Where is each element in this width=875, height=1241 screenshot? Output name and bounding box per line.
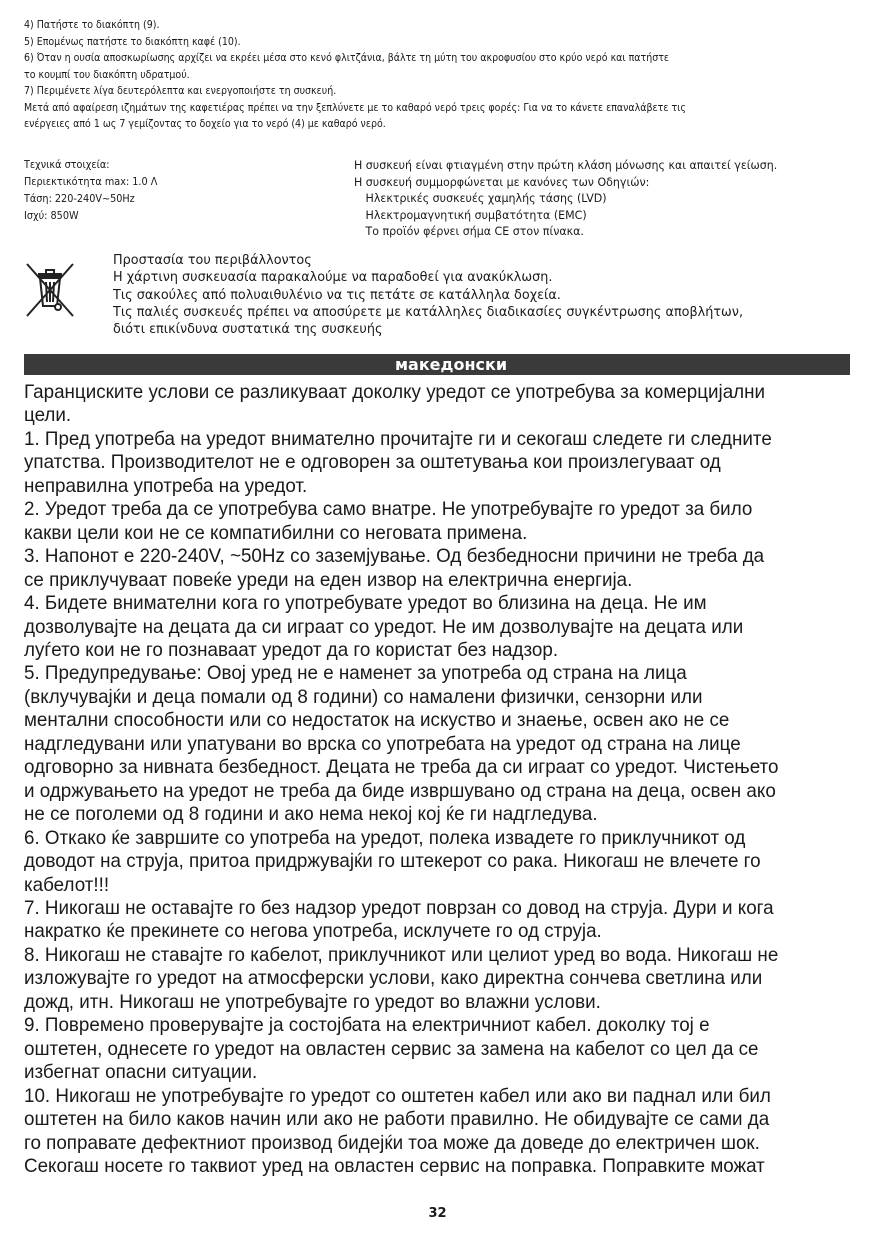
compliance-line: Ηλεκτρομαγνητική συμβατότητα (EMC) — [365, 207, 587, 222]
instruction-line: 6. Откако ќе завршите со употреба на уредот, полека извадете го приклучникот од — [24, 826, 746, 849]
instruction-line: дожд, итн. Никогаш не употребувајте го уредот во влажни услови. — [24, 990, 601, 1013]
instruction-line: Секогаш носете го таквиот уред на овластен сервис на поправка. Поправките можат — [24, 1154, 765, 1177]
instruction-line: избегнат опасни ситуации. — [24, 1061, 258, 1084]
environment-line: Τις σακούλες από πολυαιθυλένιο να τις πετάτε σε κατάλληλα δοχεία. — [113, 287, 561, 303]
instruction-line: Гаранциските услови се разликуваат доколку уредот се употребува за комерцијални — [24, 381, 766, 403]
instruction-line: не се поголеми од 8 години и ако нема некој кој ќе ги надгледува. — [24, 803, 598, 826]
instruction-line: се приклучуваат повеќе уреди на еден извор на електрична енергија. — [24, 568, 633, 591]
environment-line: διότι επικίνδυνα συστατικά της συσκευής — [113, 322, 383, 338]
greek-step-line: 4) Πατήστε το διακόπτη (9). — [24, 18, 160, 31]
instruction-line: луѓето кои не го познаваат уредот да го користат без надзор. — [24, 638, 559, 661]
specs-voltage: Τάση: 220-240V~50Hz — [24, 192, 135, 205]
greek-descaling-steps — [24, 17, 851, 133]
specs-title: Τεχνικά στοιχεία: — [24, 158, 110, 171]
environment-line: Τις παλιές συσκευές πρέπει να αποσύρετε με κατάλληλες διαδικασίες συγκέντρωσης αποβλήτων, — [113, 304, 744, 320]
instruction-line: дозволувајте на децата да си играат со уредот. Не им дозволувајте на децата или — [24, 615, 744, 638]
instruction-line: 3. Напонот е 220-240V, ~50Hz со заземјување. Од безбедносни причини не треба да — [24, 545, 765, 568]
instruction-line: 9. Повремено проверувајте ја состојбата на електричниот кабел. доколку тој е — [24, 1014, 710, 1037]
instruction-line: надгледувани или упатувани во врска со употребата на уредот од страна на лице — [24, 732, 741, 755]
greek-step-line: το κουμπί του διακόπτη υδρατμού. — [24, 67, 190, 81]
instruction-line: одговорно за нивната безбедност. Децата не треба да си играат со уредот. Чистењето — [24, 756, 779, 779]
instruction-line: 8. Никогаш не ставајте го кабелот, приклучникот или целиот уред во вода. Никогаш не — [24, 943, 779, 966]
greek-step-line: 7) Περιμένετε λίγα δευτερόλεπτα και ενεργοποιήστε τη συσκευή. — [24, 84, 337, 97]
instruction-line: какви цели кои не се компатибилни со неговата примена. — [24, 521, 528, 544]
instruction-line: го поправате дефектниот производ бидејќи тоа може да доведе до електричен шок. — [24, 1131, 760, 1154]
instruction-line: оштетен на било каков начин или ако не работи правилно. Не обидувајте се сами да — [24, 1108, 770, 1131]
greek-step-line: Μετά από αφαίρεση ιζημάτων της καφετιέρας πρέπει να την ξεπλύνετε με το καθαρό νερό τρεις φορές: Για να το κάνετε επαναλάβετε τις — [24, 100, 686, 114]
instruction-line: неправилна употреба на уредот. — [24, 474, 308, 497]
instruction-line: ментални способности или со недостаток на искуство и знаење, освен ако не се — [24, 709, 730, 732]
instruction-line: и одржувањето на уредот не треба да биде извршувано од страна на деца, освен ако — [24, 779, 776, 802]
instruction-line: 10. Никогаш не употребувајте го уредот со оштетен кабел или ако ви паднал или бил — [24, 1084, 771, 1107]
instruction-line: накратко ќе прекинете со негова употреба, исклучете го од струја. — [24, 920, 602, 943]
language-section-header — [24, 354, 850, 375]
greek-step-line: 5) Επομένως πατήστε το διακόπτη καφέ (10). — [24, 34, 241, 48]
page-number: 32 — [428, 1206, 447, 1221]
greek-step-line: 6) Όταν η ουσία αποσκωρίωσης αρχίζει να εκρέει μέσα στο κενό φλιτζάνια, βάλτε τη μύτη του ακροφυσίου στο κρύο νερό και πατήστε — [24, 51, 670, 64]
instruction-line: цели. — [24, 404, 72, 427]
environment-line: Η χάρτινη συσκευασία παρακαλούμε να παραδοθεί για ανακύκλωση. — [113, 270, 553, 286]
technical-specs — [24, 156, 288, 224]
specs-power: Ισχύ: 850W — [24, 209, 79, 222]
instruction-line: упатства. Производителот не е одговорен за оштетувања кои произлегуваат од — [24, 451, 721, 474]
compliance-line: Η συσκευή είναι φτιαγμένη στην πρώτη κλάση μόνωσης και απαιτεί γείωση. — [354, 158, 778, 172]
compliance-line: Ηλεκτρικές συσκευές χαμηλής τάσης (LVD) — [365, 191, 607, 205]
instruction-line: 1. Пред употреба на уредот внимателно прочитајте ги и секогаш следете ги следните — [24, 427, 772, 450]
instruction-line: доводот на струја, притоа придржувајќи го штекерот со рака. Никогаш не влечете го — [24, 850, 761, 873]
compliance-line: Το προϊόν φέρνει σήμα CE στον πίνακα. — [365, 224, 584, 238]
instruction-line: 4. Бидете внимателни кога го употребувате уредот во близина на деца. Не им — [24, 592, 707, 615]
instruction-line: 7. Никогаш не оставајте го без надзор уредот поврзан со довод на струја. Дури и кога — [24, 896, 774, 919]
greek-step-line: ενέργειες από 1 ως 7 γεμίζοντας το δοχείο για το νερό (4) με καθαρό νερό. — [24, 117, 386, 130]
environment-line: Προστασία του περιβάλλοντος — [113, 253, 312, 268]
instruction-line: оштетен, однесете го уредот на овластен сервис за замена на кабелот со цел да се — [24, 1037, 759, 1060]
instruction-line: изложувајте го уредот на атмосферски услови, како директна сончева светлина или — [24, 967, 763, 990]
compliance-line: Η συσκευή συμμορφώνεται με κανόνες των Οδηγιών: — [354, 174, 650, 189]
instruction-line: (вклучувајќи и деца помали од 8 години) со намалени физички, сензорни или — [24, 685, 703, 708]
language-section-title: македонски — [394, 355, 508, 374]
specs-capacity: Περιεκτικότητα max: 1.0 Λ — [24, 175, 158, 188]
instruction-line: 5. Предупредување: Овој уред не е наменет за употреба од страна на лица — [24, 662, 687, 685]
instruction-line: кабелот!!! — [24, 873, 110, 896]
crossed-out-wheelie-bin-icon — [24, 260, 76, 320]
compliance-info — [354, 157, 853, 240]
instruction-line: 2. Уредот треба да се употребува само внатре. Не употребувајте го уредот за било — [24, 498, 753, 521]
macedonian-instructions — [24, 381, 825, 1178]
environment-text — [113, 252, 862, 338]
